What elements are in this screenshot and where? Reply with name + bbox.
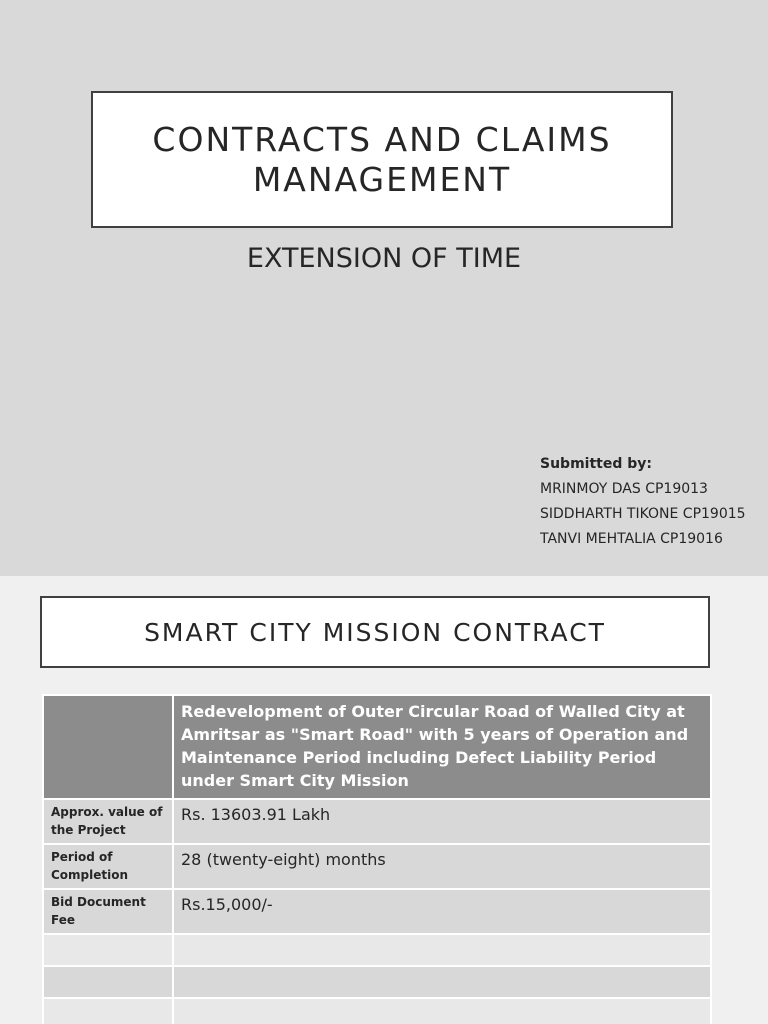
- row-value: Rs. 13603.91 Lakh: [173, 799, 711, 844]
- slide-title-line-2: MANAGEMENT: [252, 159, 512, 199]
- table-header-row: [43, 695, 711, 799]
- empty-cell: [43, 934, 173, 966]
- member-name: MRINMOY DAS CP19013: [540, 481, 708, 497]
- empty-cell: [43, 966, 173, 998]
- row-value: 28 (twenty-eight) months: [173, 844, 711, 889]
- table-header-blank-cell: [43, 695, 173, 799]
- row-key: Bid Document Fee: [43, 889, 173, 934]
- submitted-by-block: [540, 456, 746, 556]
- slide-title-line-1: CONTRACTS AND CLAIMS: [152, 119, 612, 159]
- title-box: [91, 91, 673, 228]
- slide-subtitle: EXTENSION OF TIME: [246, 243, 522, 274]
- submitted-by-label: Submitted by:: [540, 456, 652, 472]
- row-key: Approx. value of the Project: [43, 799, 173, 844]
- table-row: [43, 889, 711, 934]
- contract-title: SMART CITY MISSION CONTRACT: [144, 617, 606, 647]
- empty-table-row: [43, 998, 711, 1024]
- row-key: Period of Completion: [43, 844, 173, 889]
- contract-slide: [0, 576, 768, 1024]
- member-name: SIDDHARTH TIKONE CP19015: [540, 506, 746, 522]
- empty-cell: [43, 998, 173, 1024]
- table-row: [43, 799, 711, 844]
- empty-table-row: [43, 934, 711, 966]
- contract-details-table: [42, 694, 712, 1024]
- empty-cell: [173, 966, 711, 998]
- row-value: Rs.15,000/-: [173, 889, 711, 934]
- slide-title: [152, 120, 611, 199]
- table-header-cell: Redevelopment of Outer Circular Road of Walled City at Amritsar as "Smart Road" with 5 years of Operation and Maintenance Period including Defect Liability Period under Smart City Mission: [173, 695, 711, 799]
- empty-table-row: [43, 966, 711, 998]
- contract-title-box: [40, 596, 710, 668]
- table-row: [43, 844, 711, 889]
- empty-cell: [173, 934, 711, 966]
- empty-cell: [173, 998, 711, 1024]
- member-name: TANVI MEHTALIA CP19016: [540, 531, 723, 547]
